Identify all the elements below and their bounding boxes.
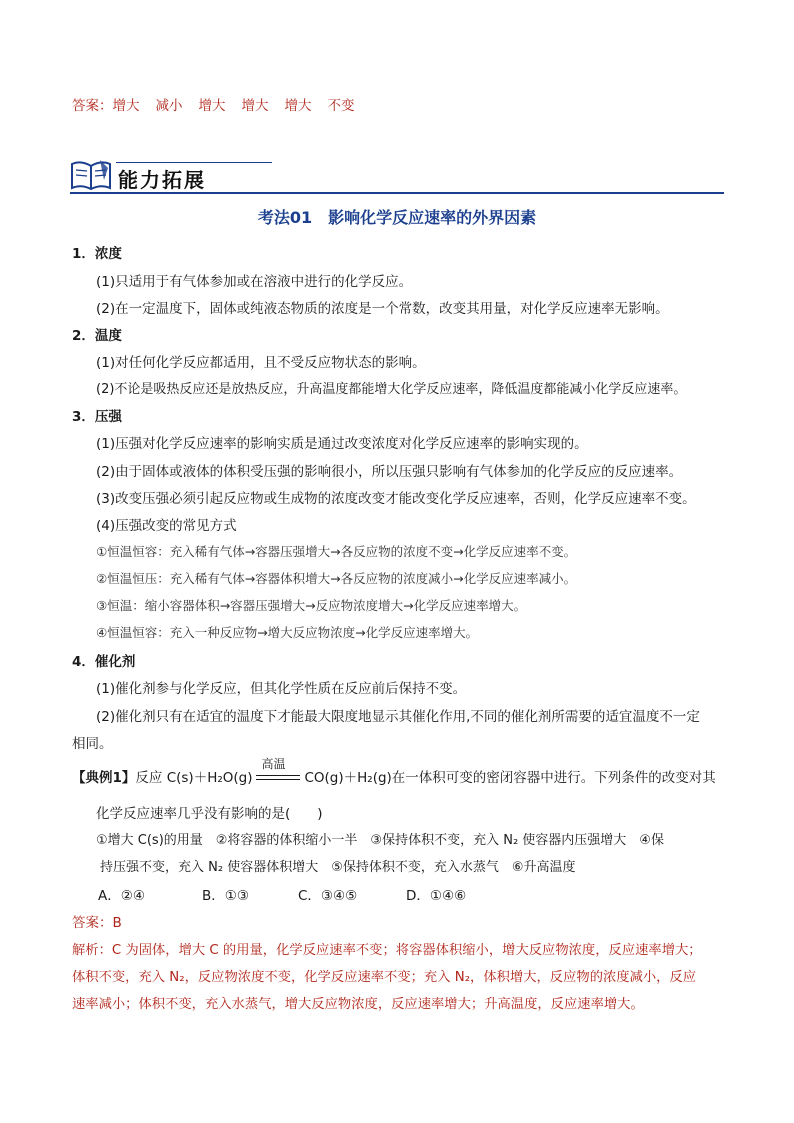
reaction-condition: 高温 [261,757,286,771]
page-heading: 考法01 影响化学反应速率的外界因素 [257,208,537,227]
answer: 答案：B [72,915,122,931]
section-subitem: ①恒温恒容：充入稀有气体→容器压强增大→各反应物的浓度不变→化学反应速率不变。 [96,544,577,559]
options-row [98,884,466,904]
section-subitem: ③恒温：缩小容器体积→容器压强增大→反应物浓度增大→化学反应速率增大。 [96,598,527,613]
section-item: 相同。 [72,736,113,752]
answer-value: 增大 [198,98,226,114]
explanation-line: 体积不变，充入 N₂，反应物浓度不变，化学反应速率不变；充入 N₂，体积增大，反应物的浓度减小，反应 [72,970,697,985]
example-stem [72,757,716,786]
banner-rule [70,192,724,194]
answer-value: 增大 [284,98,312,114]
example-conditions: ①增大 C(s)的用量 ②将容器的体积缩小一半 ③保持体积不变，充入 N₂ 使容器内压强增大 ④保 [96,833,664,848]
section-title: 1．浓度 [72,246,122,262]
section-item: (2)催化剂只有在适宜的温度下才能最大限度地显示其催化作用,不同的催化剂所需要的适宜温度不一定 [96,709,700,725]
equal-line [256,775,300,776]
answer-value: 增大 [112,98,140,114]
banner-title: 能力拓展 [118,168,206,192]
section-subitem: ②恒温恒压：充入稀有气体→容器体积增大→各反应物的浓度减小→化学反应速率减小。 [96,571,577,586]
section-title: 2．温度 [72,328,122,344]
section-item: (2)不论是吸热反应还是放热反应，升高温度都能增大化学反应速率，降低温度都能减小化学反应速率。 [96,382,687,397]
top-answer [72,94,355,114]
explanation-line: 解析：C 为固体，增大 C 的用量，化学反应速率不变；将容器体积缩小，增大反应物浓度，反应速率增大； [72,943,702,958]
section-item: (1)压强对化学反应速率的影响实质是通过改变浓度对化学反应速率的影响实现的。 [96,436,588,452]
option-a: A．②④ [98,888,145,904]
section-title: 3．压强 [72,409,122,425]
banner-overline [116,162,272,163]
section-item: (1)对任何化学反应都适用，且不受反应物状态的影响。 [96,355,426,371]
answer-value: 不变 [327,98,355,114]
equal-line [256,779,300,780]
open-book-icon [70,158,112,192]
section-banner [70,156,724,196]
option-d: D．①④⑥ [406,888,467,904]
explanation-line: 速率减小；体积不变，充入水蒸气，增大反应物浓度，反应速率增大；升高温度，反应速率增大。 [72,997,644,1012]
example-text: CO(g)＋H₂(g)在一体积可变的密闭容器中进行。下列条件的改变对其 [304,770,716,786]
section-item: (3)改变压强必须引起反应物或生成物的浓度改变才能改变化学反应速率，否则，化学反应速率不变。 [96,491,696,507]
example-text: 反应 C(s)＋H₂O(g) [135,770,253,786]
answer-value: 增大 [241,98,269,114]
reaction-arrow [256,757,300,785]
answer-label: 答案： [72,98,113,114]
option-c: C．③④⑤ [298,888,358,904]
example-tag: 【典例1】 [72,770,136,786]
section-item: (1)催化剂参与化学反应，但其化学性质在反应前后保持不变。 [96,681,467,697]
section-title: 4．催化剂 [72,654,136,670]
answer-value: 减小 [155,98,183,114]
option-b: B．①③ [202,888,249,904]
section-item: (2)由于固体或液体的体积受压强的影响很小，所以压强只影响有气体参加的化学反应的反应速率。 [96,464,683,480]
section-subitem: ④恒温恒容：充入一种反应物→增大反应物浓度→化学反应速率增大。 [96,625,479,640]
section-item: (4)压强改变的常见方式 [96,518,237,534]
section-item: (2)在一定温度下，固体或纯液态物质的浓度是一个常数，改变其用量，对化学反应速率无影响。 [96,301,669,317]
section-item: (1)只适用于有气体参加或在溶液中进行的化学反应。 [96,274,413,290]
example-question: 化学反应速率几乎没有影响的是( ) [96,806,323,822]
example-conditions: 持压强不变，充入 N₂ 使容器体积增大 ⑤保持体积不变，充入水蒸气 ⑥升高温度 [100,860,576,875]
